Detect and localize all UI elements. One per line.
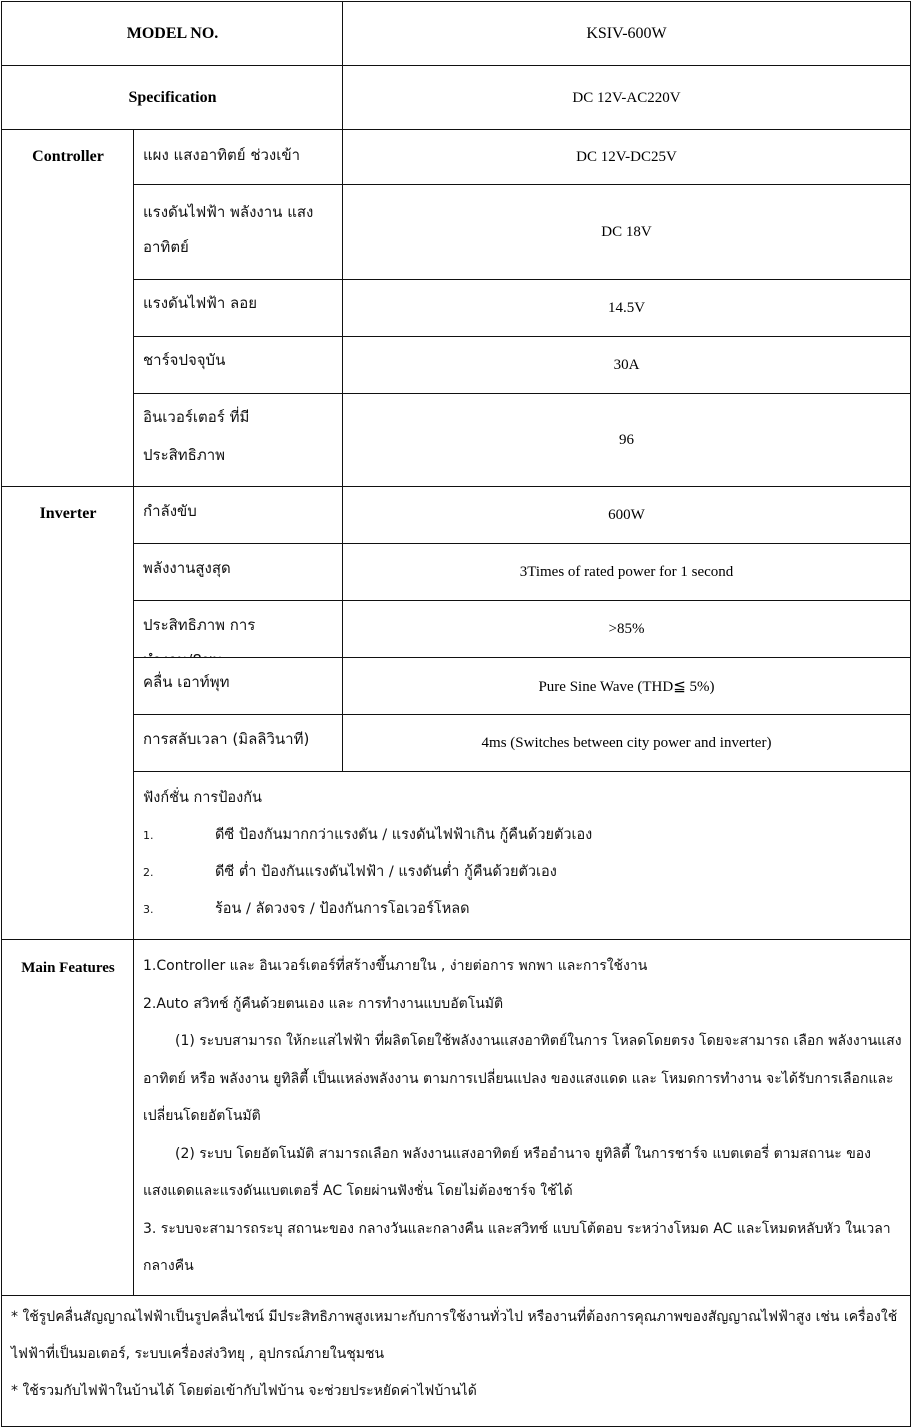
protection-block [133, 771, 911, 941]
inverter-section-title: Inverter [1, 486, 135, 941]
feature-paragraph: 1.Controller และ อินเวอร์เตอร์ที่สร้างขึ้นภายใน , ง่ายต่อการ พกพา และการใช้งาน [143, 958, 648, 974]
features-block [133, 939, 911, 1297]
protection-title: ฟังก์ชั่น การป้องกัน [143, 790, 262, 806]
inverter-value-output-power: 600W [342, 486, 911, 545]
controller-label-efficiency: อินเวอร์เตอร์ ที่มี ประสิทธิภาพ [133, 393, 344, 488]
protection-item-text: ดีซี ต่ำ ป้องกันแรงดันไฟฟ้า / แรงดันต่ำ กู้คืนด้วยตัวเอง [215, 864, 557, 880]
spec-label: Specification [1, 65, 344, 131]
inverter-label-output-power: กำลังขับ [133, 486, 344, 545]
controller-value-pv-voltage: DC 18V [342, 184, 911, 281]
feature-paragraph: 3. ระบบจะสามารถระบุ สถานะของ กลางวันและกลางคืน และสวิทช์ แบบโต้ตอบ ระหว่างโหมด AC และโหมดหลับหัว ในเวลากลางคืน [143, 1220, 891, 1274]
controller-label-float-voltage: แรงดันไฟฟ้า ลอย [133, 279, 344, 338]
protection-item-number: 2. [143, 866, 154, 879]
inverter-value-waveform: Pure Sine Wave (THD≦ 5%) [342, 657, 911, 716]
inverter-value-efficiency: >85% [342, 600, 911, 659]
controller-value-float-voltage: 14.5V [342, 279, 911, 338]
protection-item-number: 1. [143, 829, 154, 842]
controller-value-charge-current: 30A [342, 336, 911, 395]
protection-item [143, 891, 902, 928]
inverter-value-switch-time: 4ms (Switches between city power and inverter) [342, 714, 911, 773]
inverter-label-peak-power: พลังงานสูงสุด [133, 543, 344, 602]
model-value: KSIV-600W [342, 1, 911, 67]
inverter-value-peak-power: 3Times of rated power for 1 second [342, 543, 911, 602]
note-home-use: * ใช้รวมกับไฟฟ้าในบ้านได้ โดยต่อเข้ากับไฟบ้าน จะช่วยประหยัดค่าไฟบ้านได้ [11, 1383, 477, 1399]
inverter-label-waveform: คลื่น เอาท์พุท [133, 657, 344, 716]
controller-label-pv-range: แผง แสงอาทิตย์ ช่วงเข้า [133, 129, 344, 186]
controller-value-efficiency: 96 [342, 393, 911, 488]
controller-label-charge-current: ชาร์จปจจุบัน [133, 336, 344, 395]
protection-item [143, 854, 902, 891]
notes-block [1, 1295, 911, 1427]
features-section-title: Main Features [1, 939, 135, 1297]
protection-item [143, 817, 902, 854]
inverter-label-efficiency: ประสิทธิภาพ การ [133, 600, 344, 659]
note-waveform: * ใช้รูปคลื่นสัญญาณไฟฟ้าเป็นรูปคลื่นไซน์ มีประสิทธิภาพสูงเหมาะกับการใช้งานทั่วไป หรืองานที่ต้องการคุณภาพของสัญญาณไฟฟ้าสูง เช่น เครื่องใช้ไฟฟ้าที่เป็นมอเตอร์, ระบบเครื่องส่งวิทยุ , อุปกรณ์ภายในชุมชน [11, 1309, 898, 1362]
spec-value: DC 12V-AC220V [342, 65, 911, 131]
controller-section-title: Controller [1, 129, 135, 488]
protection-item-text: ดีซี ป้องกันมากกว่าแรงดัน / แรงดันไฟฟ้าเกิน กู้คืนด้วยตัวเอง [215, 827, 593, 843]
model-label: MODEL NO. [1, 1, 344, 67]
controller-label-pv-voltage: แรงดันไฟฟ้า พลังงาน แสงอาทิตย์ [133, 184, 344, 281]
inverter-label-switch-time: การสลับเวลา (มิลลิวินาที) [133, 714, 344, 773]
feature-paragraph: (1) ระบบสามารถ ให้กะแสไฟฟ้า ที่ผลิตโดยใช้พลังงานแสงอาทิตย์ในการ โหลดโดยตรง โดยจะสามารถ เลือก พลังงานแสงอาทิตย์ หรือ พลังงาน ยูทิลิตี้ เป็นแหล่งพลังงาน ตามการเปลี่ยนแปลง ของแสงแดด และ โหมดการทำงาน จะได้รับการเลือกและ เปลี่ยนโดยอัตโนมัติ [143, 1033, 902, 1124]
feature-paragraph: (2) ระบบ โดยอัตโนมัติ สามารถเลือก พลังงานแสงอาทิตย์ หรืออำนาจ ยูทิลิตี้ ในการชาร์จ แบตเตอรี่ ตามสถานะ ของแสงแดดและแรงดันแบตเตอรี่ AC โดยผ่านฟังชั่น โดยไม่ต้องชาร์จ ใช้ได้ [143, 1145, 872, 1199]
protection-item-number: 3. [143, 903, 154, 916]
controller-value-pv-range: DC 12V-DC25V [342, 129, 911, 186]
protection-item-text: ร้อน / ลัดวงจร / ป้องกันการโอเวอร์โหลด [215, 901, 470, 917]
feature-paragraph: 2.Auto สวิทช์ กู้คืนด้วยตนเอง และ การทำงานแบบอัตโนมัติ [143, 995, 504, 1012]
